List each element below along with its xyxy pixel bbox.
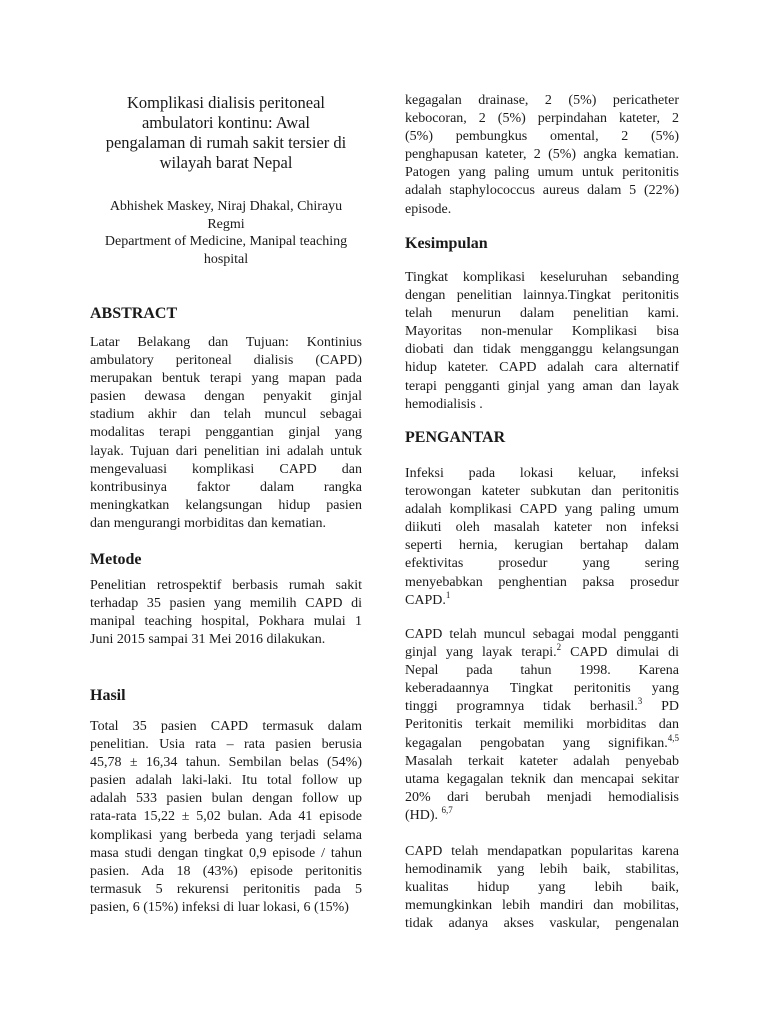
heading-abstract: ABSTRACT <box>90 305 178 322</box>
text-line: Infeksi pada lokasi keluar, infeksi <box>405 466 679 481</box>
text-line <box>405 732 679 753</box>
text-line: masa studi dengan tingkat 0,9 episode / tahun <box>90 845 362 861</box>
text-line: dan mengurangi morbiditas dan kematian. <box>90 515 326 531</box>
text-fragment: tinggi programnya tidak berhasil. <box>405 699 638 715</box>
text-line <box>405 804 679 825</box>
text-line: meningkatkan kelangsungan hidup pasien <box>90 497 362 513</box>
text-line: penelitian. Usia rata – rata pasien berusia <box>90 737 362 753</box>
text-line: terapi pengganti ginjal yang aman dan layak <box>405 378 679 394</box>
text-line: adalah 533 pasien bulan dengan follow up <box>90 791 362 807</box>
affiliation <box>90 233 362 269</box>
reference-marker: 2 <box>556 642 562 653</box>
text-line <box>405 644 679 662</box>
text-line: Nepal pada tahun 1998. Karena <box>405 663 679 679</box>
reference-marker: 4,5 <box>667 732 679 743</box>
title-line: pengalaman di rumah sakit tersier di <box>105 133 347 152</box>
text-line: hemodialisis . <box>405 396 483 412</box>
text-line: utama kegagalan teknik dan mencapai sekitar <box>405 771 679 787</box>
text-fragment: CAPD dimulai di <box>561 645 679 661</box>
text-line: kualitas hidup yang lebih baik, <box>405 880 679 896</box>
text-line: merupakan bentuk terapi yang mapan pada <box>90 371 362 387</box>
text-line: dengan penelitian lainnya.Tingkat peritonitis <box>405 288 679 304</box>
paper-title <box>90 93 362 173</box>
authors-line: Regmi <box>207 217 245 232</box>
text-line: termasuk 5 rekurensi peritonitis pada 5 <box>90 881 362 897</box>
text-line: kegagalan drainase, 2 (5%) pericatheter <box>405 93 679 108</box>
text-line <box>405 698 679 716</box>
text-line: diobati dan tidak mengganggu kelangsungan <box>405 342 679 358</box>
text-line: stadium akhir dan telah muncul sebagai <box>90 407 362 423</box>
text-line: terowongan kateter subkutan dan peritonitis <box>405 484 679 500</box>
text-fragment: (HD). <box>405 807 442 823</box>
text-line: hidup kateter. CAPD adalah cara alternatif <box>405 360 679 376</box>
text-line: Peritonitis terkait memiliki morbiditas dan <box>405 717 679 733</box>
heading-metode: Metode <box>90 551 142 568</box>
text-line: mengevaluasi komplikasi CAPD dan <box>90 461 362 477</box>
text-line: manipal teaching hospital, Pokhara mulai 1 <box>90 614 362 630</box>
text-line: menyebabkan penghentian paksa prosedur <box>405 574 679 590</box>
text-line: 45,78 ± 16,34 tahun. Sembilan belas (54%) <box>90 755 362 771</box>
text-line: CAPD telah muncul sebagai modal pengganti <box>405 627 679 642</box>
text-line: memungkinkan lebih mandiri dan mobilitas, <box>405 898 679 914</box>
text-line: adalah staphylococcus aureus dalam 5 (22%) <box>405 183 679 199</box>
authors <box>90 198 362 234</box>
abstract-paragraph <box>90 334 362 533</box>
text-line: keberadaannya Tingkat peritonitis yang <box>405 681 679 697</box>
text-line: Patogen yang paling umum untuk peritonitis <box>405 165 679 181</box>
reference-marker: 3 <box>637 696 643 707</box>
text-line: efektivitas prosedur yang sering <box>405 556 679 572</box>
text-line: kebocoran, 2 (5%) perpindahan kateter, 2 <box>405 111 679 127</box>
text-fragment: CAPD. <box>405 592 446 608</box>
text-line: telah menurun dalam penelitian kami. <box>405 306 679 322</box>
text-line: Penelitian retrospektif berbasis rumah sakit <box>90 578 362 593</box>
text-line: pasien. Ada 18 (43%) episode peritonitis <box>90 863 362 879</box>
pengantar-paragraph-2 <box>405 626 679 825</box>
kesimpulan-paragraph <box>405 269 679 414</box>
heading-kesimpulan: Kesimpulan <box>405 235 488 252</box>
hasil-continued-paragraph <box>405 92 679 219</box>
text-fragment: ginjal yang layak terapi. <box>405 645 557 661</box>
text-line: CAPD telah mendapatkan popularitas karena <box>405 844 679 859</box>
hasil-paragraph <box>90 718 362 917</box>
title-line: wilayah barat Nepal <box>159 153 293 172</box>
text-line: hemodinamik yang lebih baik, stabilitas, <box>405 862 679 878</box>
text-line: Tingkat komplikasi keseluruhan sebanding <box>405 270 679 285</box>
pengantar-paragraph-1 <box>405 465 679 610</box>
title-line: ambulatori kontinu: Awal <box>141 113 311 132</box>
affiliation-line: Department of Medicine, Manipal teaching <box>104 234 348 249</box>
text-line: pasien, 6 (15%) infeksi di luar lokasi, 6 (15%) <box>90 899 349 915</box>
pengantar-paragraph-3 <box>405 843 679 933</box>
text-line: Juni 2015 sampai 31 Mei 2016 dilakukan. <box>90 632 326 648</box>
text-line: episode. <box>405 201 452 217</box>
title-line: Komplikasi dialisis peritoneal <box>127 93 325 112</box>
reference-marker: 1 <box>445 589 451 600</box>
affiliation-line: hospital <box>203 252 249 267</box>
text-line: adalah komplikasi CAPD yang paling umum <box>405 502 679 518</box>
text-line: Total 35 pasien CAPD termasuk dalam <box>90 719 362 734</box>
text-line: 20% dari berubah menjadi hemodialisis <box>405 789 679 805</box>
authors-line: Abhishek Maskey, Niraj Dhakal, Chirayu <box>109 199 343 214</box>
text-line: pasien adalah laki-laki. Itu total follow up <box>90 773 362 789</box>
text-line: (5%) pembungkus omental, 2 (5%) <box>405 129 679 145</box>
text-line: pasien dewasa dengan penyakit ginjal <box>90 389 362 405</box>
text-line: modalitas terapi penggantian ginjal yang <box>90 425 362 441</box>
heading-hasil: Hasil <box>90 687 126 704</box>
text-line <box>405 589 679 610</box>
metode-paragraph <box>90 577 362 649</box>
text-line: terhadap 35 pasien yang memilih CAPD di <box>90 596 362 612</box>
text-line: layak. Tujuan dari penelitian ini adalah untuk <box>90 443 362 459</box>
heading-pengantar: PENGANTAR <box>405 429 506 446</box>
text-line: tidak adanya akses vaskular, pengenalan <box>405 916 679 932</box>
text-line: kontribusinya faktor dalam rangka <box>90 479 362 495</box>
text-line: Masalah terkait kateter adalah penyebab <box>405 753 679 769</box>
text-fragment: PD <box>642 699 679 715</box>
text-fragment: kegagalan pengobatan yang signifikan. <box>405 735 668 751</box>
reference-marker: 6,7 <box>441 804 453 815</box>
text-line: ambulatory peritoneal dialisis (CAPD) <box>90 353 362 369</box>
text-line: penghapusan kateter, 2 (5%) angka kematian. <box>405 147 679 163</box>
text-line: Latar Belakang dan Tujuan: Kontinius <box>90 335 362 350</box>
text-line: diikuti oleh masalah kateter non infeksi <box>405 520 679 536</box>
text-line: rata-rata 15,22 ± 5,02 bulan. Ada 41 episode <box>90 809 362 825</box>
text-line: Mayoritas non-menular Komplikasi bisa <box>405 324 679 340</box>
text-line: seperti hernia, kerugian bertahap dalam <box>405 538 679 554</box>
text-line: komplikasi yang berbeda yang terjadi selama <box>90 827 362 843</box>
